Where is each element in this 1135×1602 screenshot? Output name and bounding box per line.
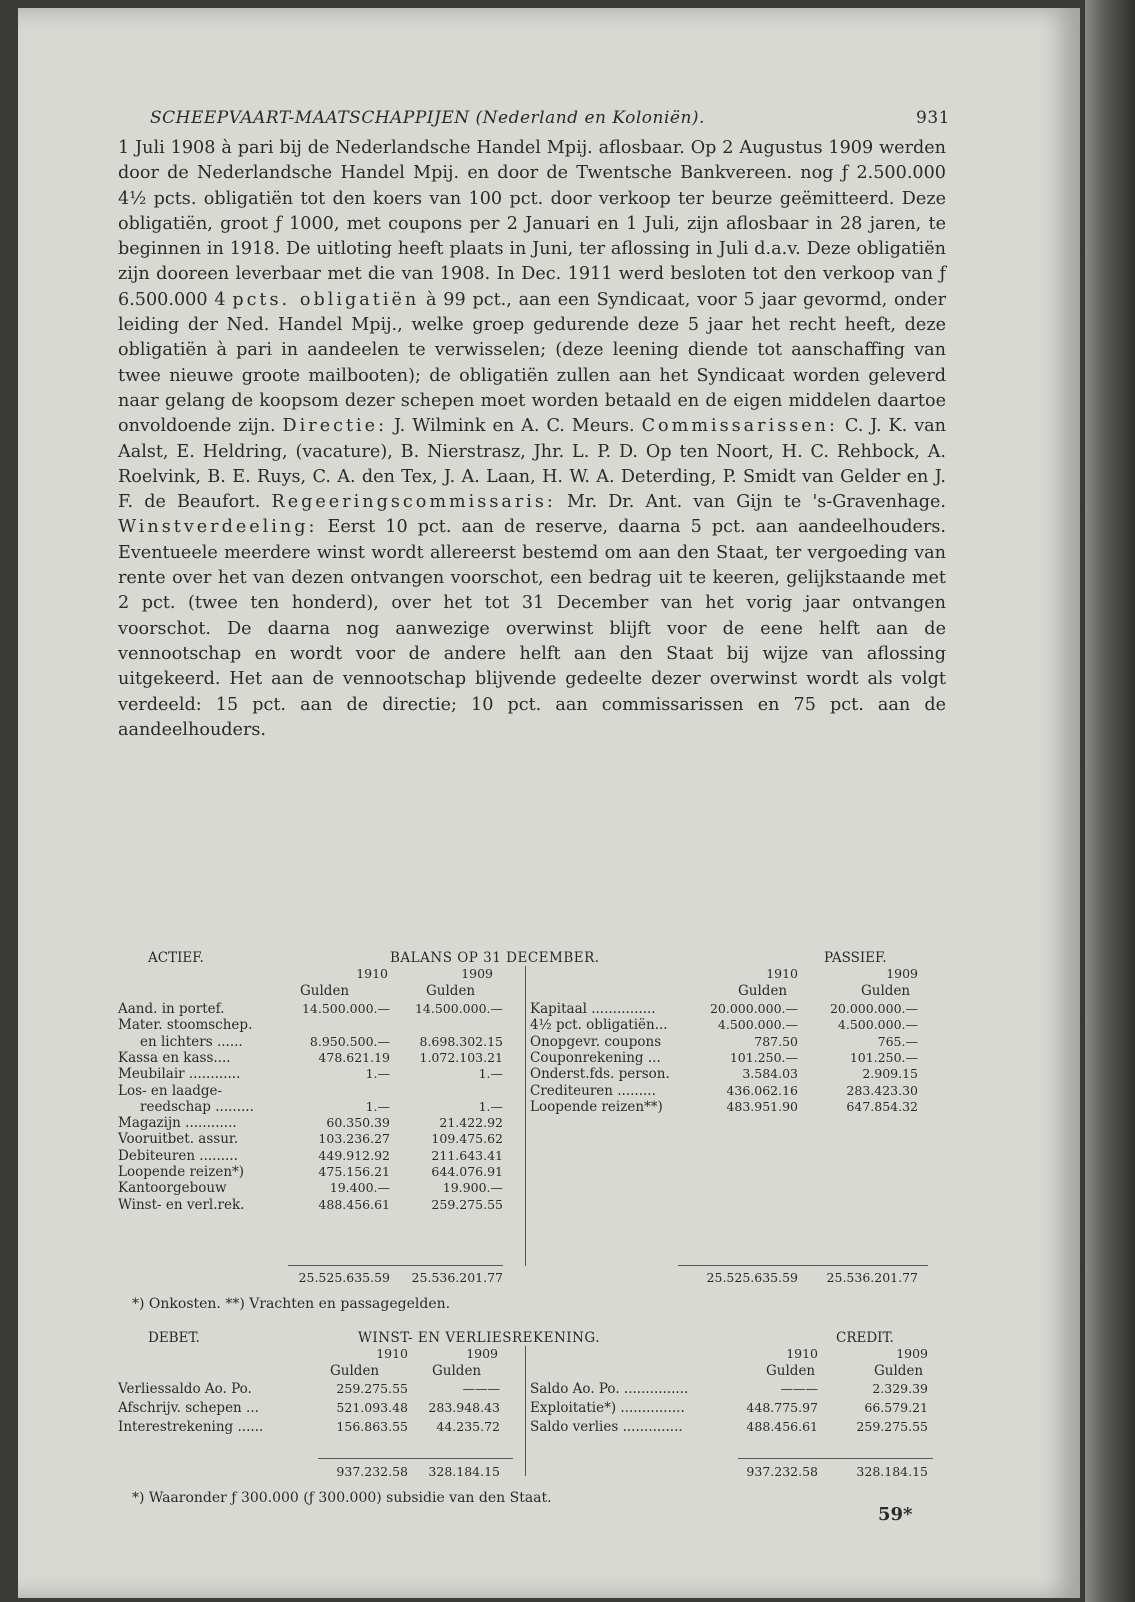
year-1910: 1910 xyxy=(356,966,388,981)
unit: Gulden xyxy=(766,1363,816,1379)
regeering-text: Mr. Dr. Ant. van Gijn te 's-Gravenhage. xyxy=(555,492,946,513)
value-1909: 1.072.103.21 xyxy=(419,1049,503,1065)
pl-footnote: *) Waaronder ƒ 300.000 (ƒ 300.000) subsidie van den Staat. xyxy=(132,1490,552,1506)
row-label: Los- en laadge- xyxy=(118,1082,223,1099)
value-1909: 644.076.91 xyxy=(431,1164,503,1179)
book-edge xyxy=(1085,0,1135,1602)
value-1909: 109.475.62 xyxy=(431,1131,503,1147)
commissarissen-text: C. J. K. van Aalst, E. Heldring, (vacature), B. Nierstrasz, Jhr. L. P. D. Op ten Noort, H. C. Rehbock, A. Roelvink, B. E. Ruys, C. A. den Tex, J. A. Laan, H. W. A. Deterding, P. Smidt van Gelder en J. F. de Beaufort. xyxy=(118,416,946,513)
year-1910: 1910 xyxy=(376,1346,408,1361)
balance-footnote: *) Onkosten. **) Vrachten en passagegelden. xyxy=(132,1296,451,1312)
value-1910: 475.156.21 xyxy=(318,1164,390,1179)
debet-title: DEBET. xyxy=(148,1330,200,1346)
row-label: Winst- en verl.rek. xyxy=(118,1196,245,1213)
value-1910: 14.500.000.— xyxy=(301,1001,390,1016)
row-label: Interestrekening ...... xyxy=(118,1419,264,1435)
year-1910: 1910 xyxy=(766,966,798,981)
value-1909: 8.698.302.15 xyxy=(419,1033,503,1049)
value-1910: 8.950.500.— xyxy=(309,1033,390,1049)
total-1910: 937.232.58 xyxy=(336,1464,408,1479)
page-number: 931 xyxy=(916,108,950,128)
row-label: Mater. stoomschep. xyxy=(118,1017,253,1034)
value-1909: 44.235.72 xyxy=(436,1419,500,1434)
paragraph xyxy=(118,136,946,743)
pl-total-row xyxy=(118,1464,948,1480)
value-1909: 647.854.32 xyxy=(846,1098,918,1114)
unit: Gulden xyxy=(738,983,788,999)
signature-mark: 59* xyxy=(878,1504,913,1525)
value-1910: 156.863.55 xyxy=(336,1419,408,1434)
table-row xyxy=(118,1180,948,1196)
row-label: Meubilair ............ xyxy=(118,1066,241,1083)
row-label: Couponrekening ... xyxy=(530,1049,661,1066)
year-1910: 1910 xyxy=(786,1346,818,1361)
directie-text: J. Wilmink en A. C. Meurs. xyxy=(387,416,642,437)
value-1909: 4.500.000.— xyxy=(837,1017,918,1033)
row-label: Kassa en kass.... xyxy=(118,1049,231,1066)
table-row xyxy=(118,1148,948,1164)
table-row xyxy=(118,1066,948,1082)
profit-loss xyxy=(118,1330,948,1500)
year-1909: 1909 xyxy=(461,966,493,981)
credit-title: CREDIT. xyxy=(836,1330,894,1346)
value-1909: 19.900.— xyxy=(442,1180,503,1196)
unit: Gulden xyxy=(330,1363,380,1379)
table-row xyxy=(118,1164,948,1180)
value-1909: 211.643.41 xyxy=(431,1147,503,1163)
unit: Gulden xyxy=(426,983,476,999)
total-1910: 25.525.635.59 xyxy=(706,1270,798,1285)
value-1909: 2.329.39 xyxy=(872,1381,928,1396)
value-1909: 66.579.21 xyxy=(864,1400,928,1415)
total-1910: 25.525.635.59 xyxy=(298,1270,390,1285)
value-1909: 283.948.43 xyxy=(428,1400,500,1415)
column-divider xyxy=(525,966,526,1266)
value-1910: 60.350.39 xyxy=(326,1115,390,1131)
value-1910: 449.912.92 xyxy=(318,1147,390,1163)
row-label: Kapitaal ............... xyxy=(530,1001,656,1017)
unit: Gulden xyxy=(300,983,350,999)
row-label: Onderst.fds. person. xyxy=(530,1066,670,1083)
value-1909: 2.909.15 xyxy=(862,1066,918,1082)
balance-sheet xyxy=(118,950,948,1290)
table-row xyxy=(118,1001,948,1017)
value-1910: ——— xyxy=(780,1381,818,1396)
table-row xyxy=(118,1017,948,1033)
table-row xyxy=(118,1034,948,1050)
balance-title-row xyxy=(118,950,948,966)
value-1909: 1.— xyxy=(478,1098,503,1114)
row-label: Debiteuren ......... xyxy=(118,1147,238,1164)
value-1909: 20.000.000.— xyxy=(829,1001,918,1016)
regeering-label: Regeeringscommissaris: xyxy=(271,492,556,513)
value-1910: 103.236.27 xyxy=(318,1131,390,1147)
total-rule xyxy=(288,1265,503,1266)
row-label: Afschrijv. schepen ... xyxy=(118,1400,259,1416)
value-1910: 1.— xyxy=(365,1098,390,1114)
value-1910: 521.093.48 xyxy=(336,1400,408,1415)
total-rule xyxy=(738,1458,933,1459)
table-row xyxy=(118,1419,948,1435)
row-label: Kantoorgebouw xyxy=(118,1180,227,1197)
text-run: 1 Juli 1908 à pari bij de Nederlandsche Handel Mpij. aflosbaar. Op 2 Augustus 1909 werden door de Nederlandsche Handel Mpij. en door de Twentsche Bankvereen. nog ƒ 2.500.000 4½ pcts. obligatiën tot den koers van 100 pct. door verkoop ter beurze geëmitteerd. Deze obligatiën, groot ƒ 1000, met coupons per 2 Januari en 1 Juli, zijn aflosbaar in 28 jaren, te beginnen in 1918. De uitloting heeft plaats in Juni, ter aflossing in Juli d.a.v. Deze obligatiën zijn dooreen leverbaar met die van 1908. In Dec. 1911 werd besloten tot den verkoop van ƒ 6.500.000 4 xyxy=(118,138,946,310)
value-1910: 4.500.000.— xyxy=(717,1017,798,1033)
value-1910: 488.456.61 xyxy=(746,1419,818,1434)
value-1910: 1.— xyxy=(365,1066,390,1082)
pl-title-row xyxy=(118,1330,948,1346)
row-label: Saldo verlies .............. xyxy=(530,1419,683,1435)
year-row xyxy=(118,966,948,982)
value-1909: 1.— xyxy=(478,1066,503,1082)
unit-row xyxy=(118,1363,948,1379)
total-1910: 937.232.58 xyxy=(746,1464,818,1479)
row-label: Saldo Ao. Po. ............... xyxy=(530,1381,689,1397)
value-1909: ——— xyxy=(462,1381,500,1396)
row-label: reedschap ......... xyxy=(140,1098,254,1115)
table-row xyxy=(118,1099,948,1115)
row-label: Verliessaldo Ao. Po. xyxy=(118,1381,252,1397)
value-1909: 259.275.55 xyxy=(431,1196,503,1212)
row-label: Vooruitbet. assur. xyxy=(118,1131,239,1148)
value-1909: 14.500.000.— xyxy=(414,1001,503,1016)
total-1909: 328.184.15 xyxy=(856,1464,928,1479)
value-1910: 19.400.— xyxy=(329,1180,390,1196)
total-1909: 328.184.15 xyxy=(428,1464,500,1479)
table-row xyxy=(118,1131,948,1147)
value-1910: 448.775.97 xyxy=(746,1400,818,1415)
table-row xyxy=(118,1197,948,1213)
row-label: Exploitatie*) ............... xyxy=(530,1400,685,1416)
row-label: Crediteuren ......... xyxy=(530,1082,656,1099)
passief-title: PASSIEF. xyxy=(824,950,887,966)
row-label: Loopende reizen**) xyxy=(530,1098,663,1115)
value-1910: 436.062.16 xyxy=(726,1082,798,1098)
value-1909: 21.422.92 xyxy=(439,1115,503,1131)
year-1909: 1909 xyxy=(896,1346,928,1361)
winst-label: Winstverdeeling: xyxy=(118,517,318,538)
value-1910: 259.275.55 xyxy=(336,1381,408,1396)
year-1909: 1909 xyxy=(886,966,918,981)
column-divider xyxy=(525,1346,526,1476)
text-run: à 99 pct., aan een Syndicaat, voor 5 jaar gevormd, onder leiding der Ned. Handel Mpij., welke groep gedurende deze 5 jaar het recht heeft, deze obligatiën à pari in aandeelen te verwisselen; (deze leening diende tot aanschaffing van twee nieuwe groote mailbooten); de obligatiën zullen aan het Syndicaat worden geleverd naar gelang de koopsom dezer schepen moet worden betaald en de eigen middelen daartoe onvoldoende zijn. xyxy=(118,289,947,437)
row-label: Aand. in portef. xyxy=(118,1001,225,1017)
unit: Gulden xyxy=(861,983,911,999)
row-label: en lichters ...... xyxy=(140,1033,243,1050)
running-header xyxy=(150,108,950,128)
table-row xyxy=(118,1381,948,1397)
actief-title: ACTIEF. xyxy=(148,950,204,966)
value-1910: 3.584.03 xyxy=(742,1066,798,1082)
value-1910: 20.000.000.— xyxy=(709,1001,798,1016)
row-label: 4½ pct. obligatiën... xyxy=(530,1017,668,1034)
table-row xyxy=(118,1083,948,1099)
unit: Gulden xyxy=(874,1363,924,1379)
year-row xyxy=(118,1346,948,1362)
value-1910: 101.250.— xyxy=(729,1049,798,1065)
total-1909: 25.536.201.77 xyxy=(826,1270,918,1285)
value-1910: 483.951.90 xyxy=(726,1098,798,1114)
value-1909: 259.275.55 xyxy=(856,1419,928,1434)
table-row xyxy=(118,1115,948,1131)
value-1909: 283.423.30 xyxy=(846,1082,918,1098)
total-rule xyxy=(318,1458,513,1459)
body-text xyxy=(118,136,946,743)
header-title: SCHEEPVAART-MAATSCHAPPIJEN (Nederland en Koloniën). xyxy=(150,108,705,128)
value-1909: 765.— xyxy=(877,1033,918,1049)
total-rule xyxy=(678,1265,928,1266)
unit-row xyxy=(118,983,948,999)
table-row xyxy=(118,1050,948,1066)
commissarissen-label: Commissarissen: xyxy=(641,416,838,437)
value-1910: 478.621.19 xyxy=(318,1049,390,1065)
total-1909: 25.536.201.77 xyxy=(411,1270,503,1285)
value-1909: 101.250.— xyxy=(849,1049,918,1065)
pl-title: WINST- EN VERLIESREKENING. xyxy=(358,1330,601,1346)
year-1909: 1909 xyxy=(466,1346,498,1361)
text-run-spaced: pcts. obligatiën xyxy=(232,289,420,310)
row-label: Onopgevr. coupons xyxy=(530,1033,662,1050)
table-row xyxy=(118,1400,948,1416)
row-label: Magazijn ............ xyxy=(118,1115,237,1132)
value-1910: 787.50 xyxy=(754,1033,798,1049)
balance-title: BALANS OP 31 DECEMBER. xyxy=(390,950,600,966)
unit: Gulden xyxy=(432,1363,482,1379)
row-label: Loopende reizen*) xyxy=(118,1164,245,1180)
winst-text: Eerst 10 pct. aan de reserve, daarna 5 pct. aan aandeelhouders. Eventueele meerdere winst wordt allereerst bestemd om aan den Staat, ter vergoeding van rente over het van dezen ontvangen voorschot, een bedrag uit te keeren, gelijkstaande met 2 pct. (twee ten honderd), over het tot 31 December van het vorig jaar ontvangen voorschot. De daarna nog aanwezige overwinst blijft voor de eene helft aan de vennootschap en wordt voor de andere helft aan den Staat bij wijze van aflossing uitgekeerd. Het aan de vennootschap blijvende gedeelte dezer overwinst wordt als volgt verdeeld: 15 pct. aan de directie; 10 pct. aan commissarissen en 75 pct. aan de aandeelhouders. xyxy=(118,517,946,740)
directie-label: Directie: xyxy=(282,416,387,437)
balance-total-row xyxy=(118,1270,948,1286)
value-1910: 488.456.61 xyxy=(318,1196,390,1212)
